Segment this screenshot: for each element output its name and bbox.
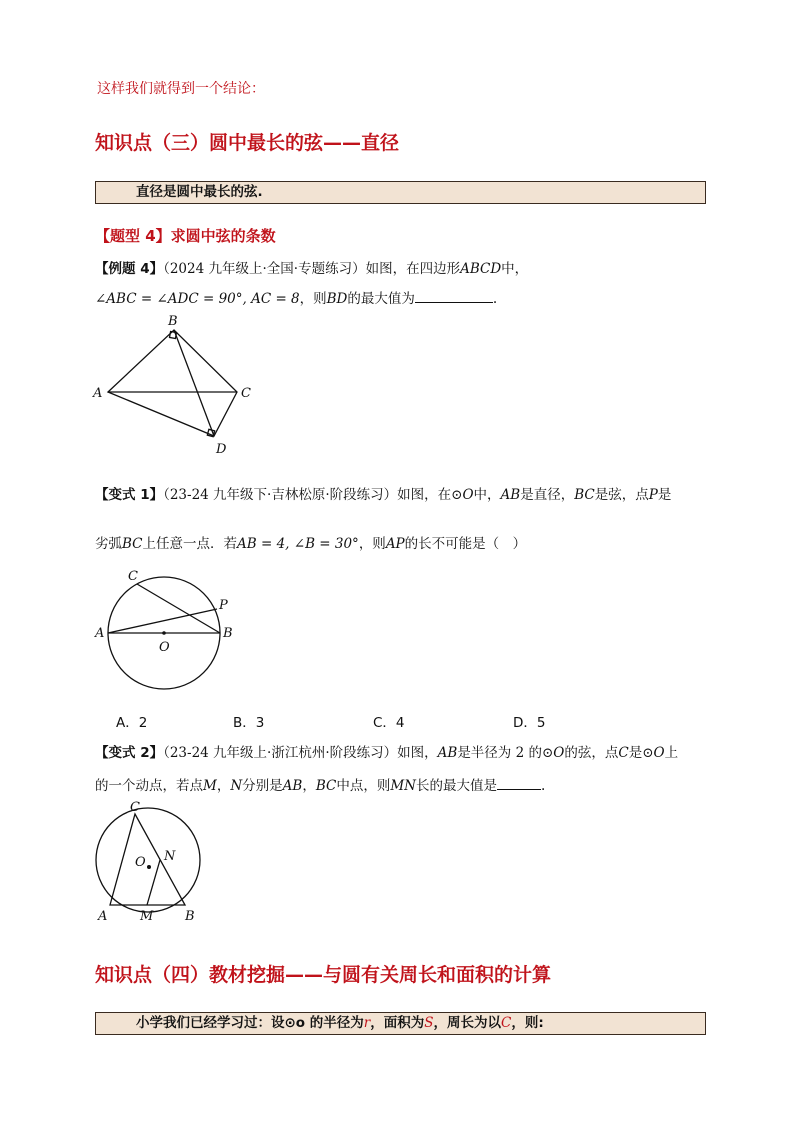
variant2-ab: AB	[437, 745, 458, 761]
variant1-line1	[95, 483, 671, 503]
variant2-circle: ⊙O	[541, 745, 565, 761]
section4-c: C	[501, 1015, 512, 1031]
variant2-t2: 的弦，点	[564, 745, 619, 761]
example4-line2	[95, 287, 497, 307]
variant1-t4: 是	[657, 487, 672, 503]
variant2-c: C	[618, 745, 629, 761]
variant1-t2: 是直径，	[520, 487, 575, 503]
variant1-line2	[95, 532, 526, 552]
example4-end: .	[492, 291, 498, 307]
variant2-source: （23-24 九年级上·浙江杭州·阶段练习）如图，	[163, 745, 438, 761]
variant1-ab: AB	[500, 487, 521, 503]
label-c: C	[128, 569, 138, 584]
variant1-bc: BC	[574, 487, 595, 503]
variant1-line2-a: 劣弧	[95, 536, 122, 552]
section4-r: r	[363, 1015, 371, 1031]
variant2-figure	[88, 798, 218, 923]
section3-conclusion-text: 直径是圆中最长的弦.	[136, 184, 263, 200]
variant2-ab2: AB	[282, 778, 303, 794]
example4-ask2: 的最大值为	[347, 291, 415, 307]
right-angle-b-mark	[170, 332, 177, 339]
variant1-figure	[90, 565, 250, 705]
variant2-line1	[95, 741, 678, 761]
segment-bd	[174, 330, 214, 436]
center-o-dot	[147, 865, 151, 869]
example4-source: （2024 九年级上·全国·专题练习）如图，在四边形	[163, 261, 461, 277]
example4-mid: 中，	[501, 261, 529, 277]
variant2-line2-c: 中点，则	[336, 778, 391, 794]
variant2-t3: 是	[628, 745, 643, 761]
variant1-t1: 中，	[473, 487, 501, 503]
variant2-label: 【变式 2】	[95, 745, 164, 761]
right-angle-d-mark	[207, 429, 214, 436]
variant2-m: M	[203, 778, 217, 794]
center-o-dot	[162, 631, 166, 635]
variant1-arc: BC	[122, 536, 143, 552]
option-a[interactable]: A．2	[116, 715, 148, 731]
variant2-line2-a: 的一个动点，若点	[95, 778, 203, 794]
section4-box-b: ，面积为	[370, 1015, 425, 1031]
label-c: C	[241, 386, 251, 401]
variant1-circle: ⊙O	[451, 487, 474, 503]
quadrilateral-abcd	[108, 330, 237, 436]
label-a: A	[93, 386, 103, 401]
section4-box	[95, 1012, 706, 1035]
section4-box-a: 小学我们已经学习过：设⊙o 的半径为	[136, 1015, 364, 1031]
label-b: B	[223, 626, 233, 641]
label-o: O	[159, 640, 170, 655]
variant2-t1: 是半径为 2 的	[457, 745, 542, 761]
example4-ask: ，则	[299, 291, 327, 307]
variant2-mn: MN	[390, 778, 416, 794]
variant2-line2-d: 长的最大值是	[415, 778, 497, 794]
label-n: N	[164, 849, 176, 864]
example4-figure	[90, 310, 260, 460]
label-o: O	[135, 855, 146, 870]
example4-condition: ∠ABC = ∠ADC = 90°, AC = 8	[95, 291, 300, 307]
variant1-label: 【变式 1】	[95, 487, 164, 503]
example4-shape: ABCD	[460, 261, 502, 277]
variant2-circle2: ⊙O	[642, 745, 665, 761]
variant2-bc: BC	[315, 778, 337, 794]
variant2-line2-b: 分别是	[242, 778, 283, 794]
option-b[interactable]: B．3	[233, 715, 265, 731]
variant2-t4: 上	[664, 745, 679, 761]
variant2-comma: ，	[216, 778, 231, 794]
label-c: C	[130, 800, 140, 815]
variant2-n: N	[230, 778, 243, 794]
variant2-comma2: ，	[302, 778, 316, 794]
variant2-end: .	[540, 778, 546, 794]
intro-text: 这样我们就得到一个结论：	[97, 81, 265, 97]
section3-conclusion-box	[95, 181, 706, 204]
chord-bc	[137, 584, 220, 633]
label-m: M	[140, 909, 154, 923]
option-d[interactable]: D．5	[513, 715, 546, 731]
variant1-line2-c: ，则	[358, 536, 386, 552]
section3-heading: 知识点（三）圆中最长的弦——直径	[95, 132, 400, 154]
variant1-line2-d: 的长不可能是（ ）	[404, 536, 527, 552]
label-a: A	[98, 909, 108, 923]
option-c[interactable]: C．4	[373, 715, 405, 731]
label-p: P	[219, 598, 228, 613]
section4-box-c: ，周长为以	[433, 1015, 502, 1031]
label-b: B	[168, 314, 178, 329]
variant1-t3: 是弦，点	[594, 487, 649, 503]
example4-line1	[95, 257, 528, 277]
example4-target: BD	[326, 291, 348, 307]
label-b: B	[185, 909, 195, 923]
type4-heading: 【题型 4】求圆中弦的条数	[95, 227, 276, 245]
variant2-line2	[95, 774, 545, 794]
section4-s: S	[424, 1015, 434, 1031]
variant1-source: （23-24 九年级下·吉林松原·阶段练习）如图，在	[163, 487, 452, 503]
example4-label: 【例题 4】	[95, 261, 164, 277]
example4-answer-blank[interactable]	[415, 288, 493, 303]
variant1-line2-b: 上任意一点．若	[142, 536, 238, 552]
variant1-p: P	[648, 487, 658, 503]
label-a: A	[95, 626, 105, 641]
variant1-ap: AP	[385, 536, 405, 552]
variant2-answer-blank[interactable]	[497, 775, 541, 790]
variant1-condition: AB = 4, ∠B = 30°	[237, 536, 359, 552]
label-d: D	[216, 442, 227, 457]
circle-o	[96, 808, 200, 912]
section4-heading: 知识点（四）教材挖掘——与圆有关周长和面积的计算	[95, 964, 552, 986]
section4-box-d: ，则:	[511, 1015, 544, 1031]
